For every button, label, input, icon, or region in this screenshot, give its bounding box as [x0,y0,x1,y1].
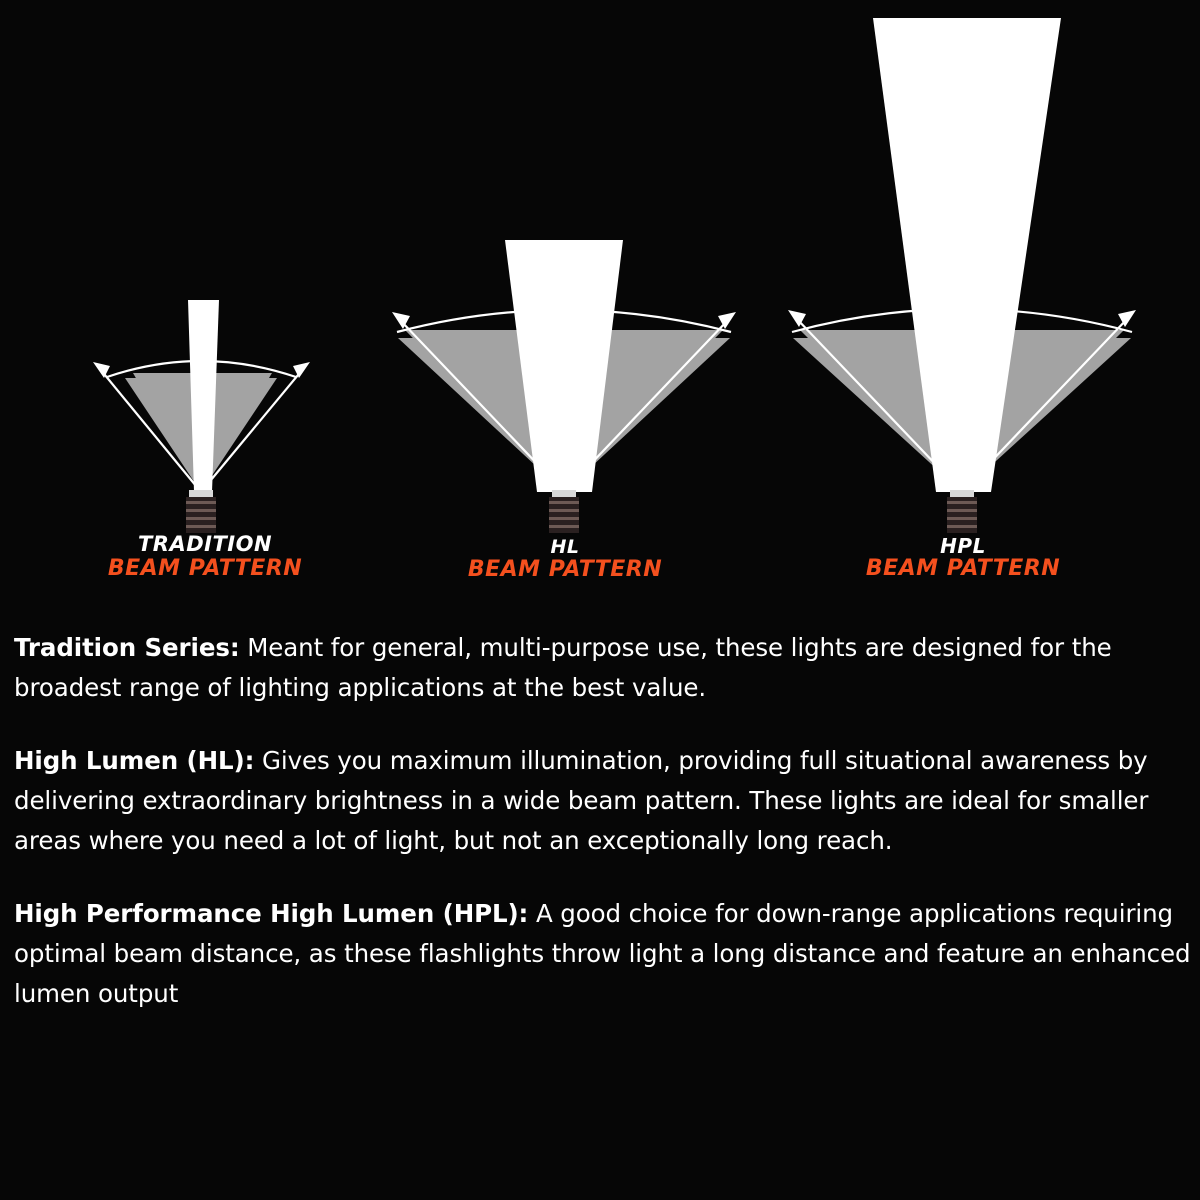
paragraph-hpl [14,894,1194,1013]
beam-group-hpl [788,18,1136,533]
beam-label-tradition-sub: BEAM PATTERN [107,555,303,581]
beam-label-tradition-name: TRADITION [137,532,273,556]
flashlight-tradition [186,490,216,533]
paragraph-hpl-body: A good choice for down-range applications requiring optimal beam distance, as these flashlights throw light a long distance and feature an enhanced lumen output [14,899,1191,1008]
beam-group-tradition [93,300,310,533]
flashlight-hl [549,490,579,533]
paragraph-hl-body: Gives you maximum illumination, providing full situational awareness by delivering extraordinary brightness in a wide beam pattern. These lights are ideal for smaller areas where you need a lot of light, but not an exceptionally long reach. [14,746,1149,855]
beam-core-hl [505,240,623,492]
beam-label-hl-name: HL [550,536,580,558]
beam-label-hpl [818,535,1108,582]
beam-label-hpl-sub: BEAM PATTERN [865,556,1061,582]
beam-label-tradition [60,533,350,581]
beam-label-hpl-name: HPL [940,534,986,558]
beam-group-hl [392,240,736,533]
arrow-right-tradition [293,362,310,378]
paragraph-hl-lead: High Lumen (HL): [14,746,255,776]
paragraph-hpl-lead: High Performance High Lumen (HPL): [14,899,529,929]
paragraph-tradition-body: Meant for general, multi-purpose use, these lights are designed for the broadest range of lighting applications at the best value. [14,633,1112,702]
paragraph-tradition-lead: Tradition Series: [14,633,240,662]
description-text-block [14,628,1194,1014]
flashlight-hpl [947,490,977,533]
paragraph-tradition [14,628,1194,707]
beam-label-hl-sub: BEAM PATTERN [467,557,663,583]
arrow-left-tradition [93,362,110,378]
paragraph-hl [14,741,1194,860]
beam-label-hl [420,537,710,583]
